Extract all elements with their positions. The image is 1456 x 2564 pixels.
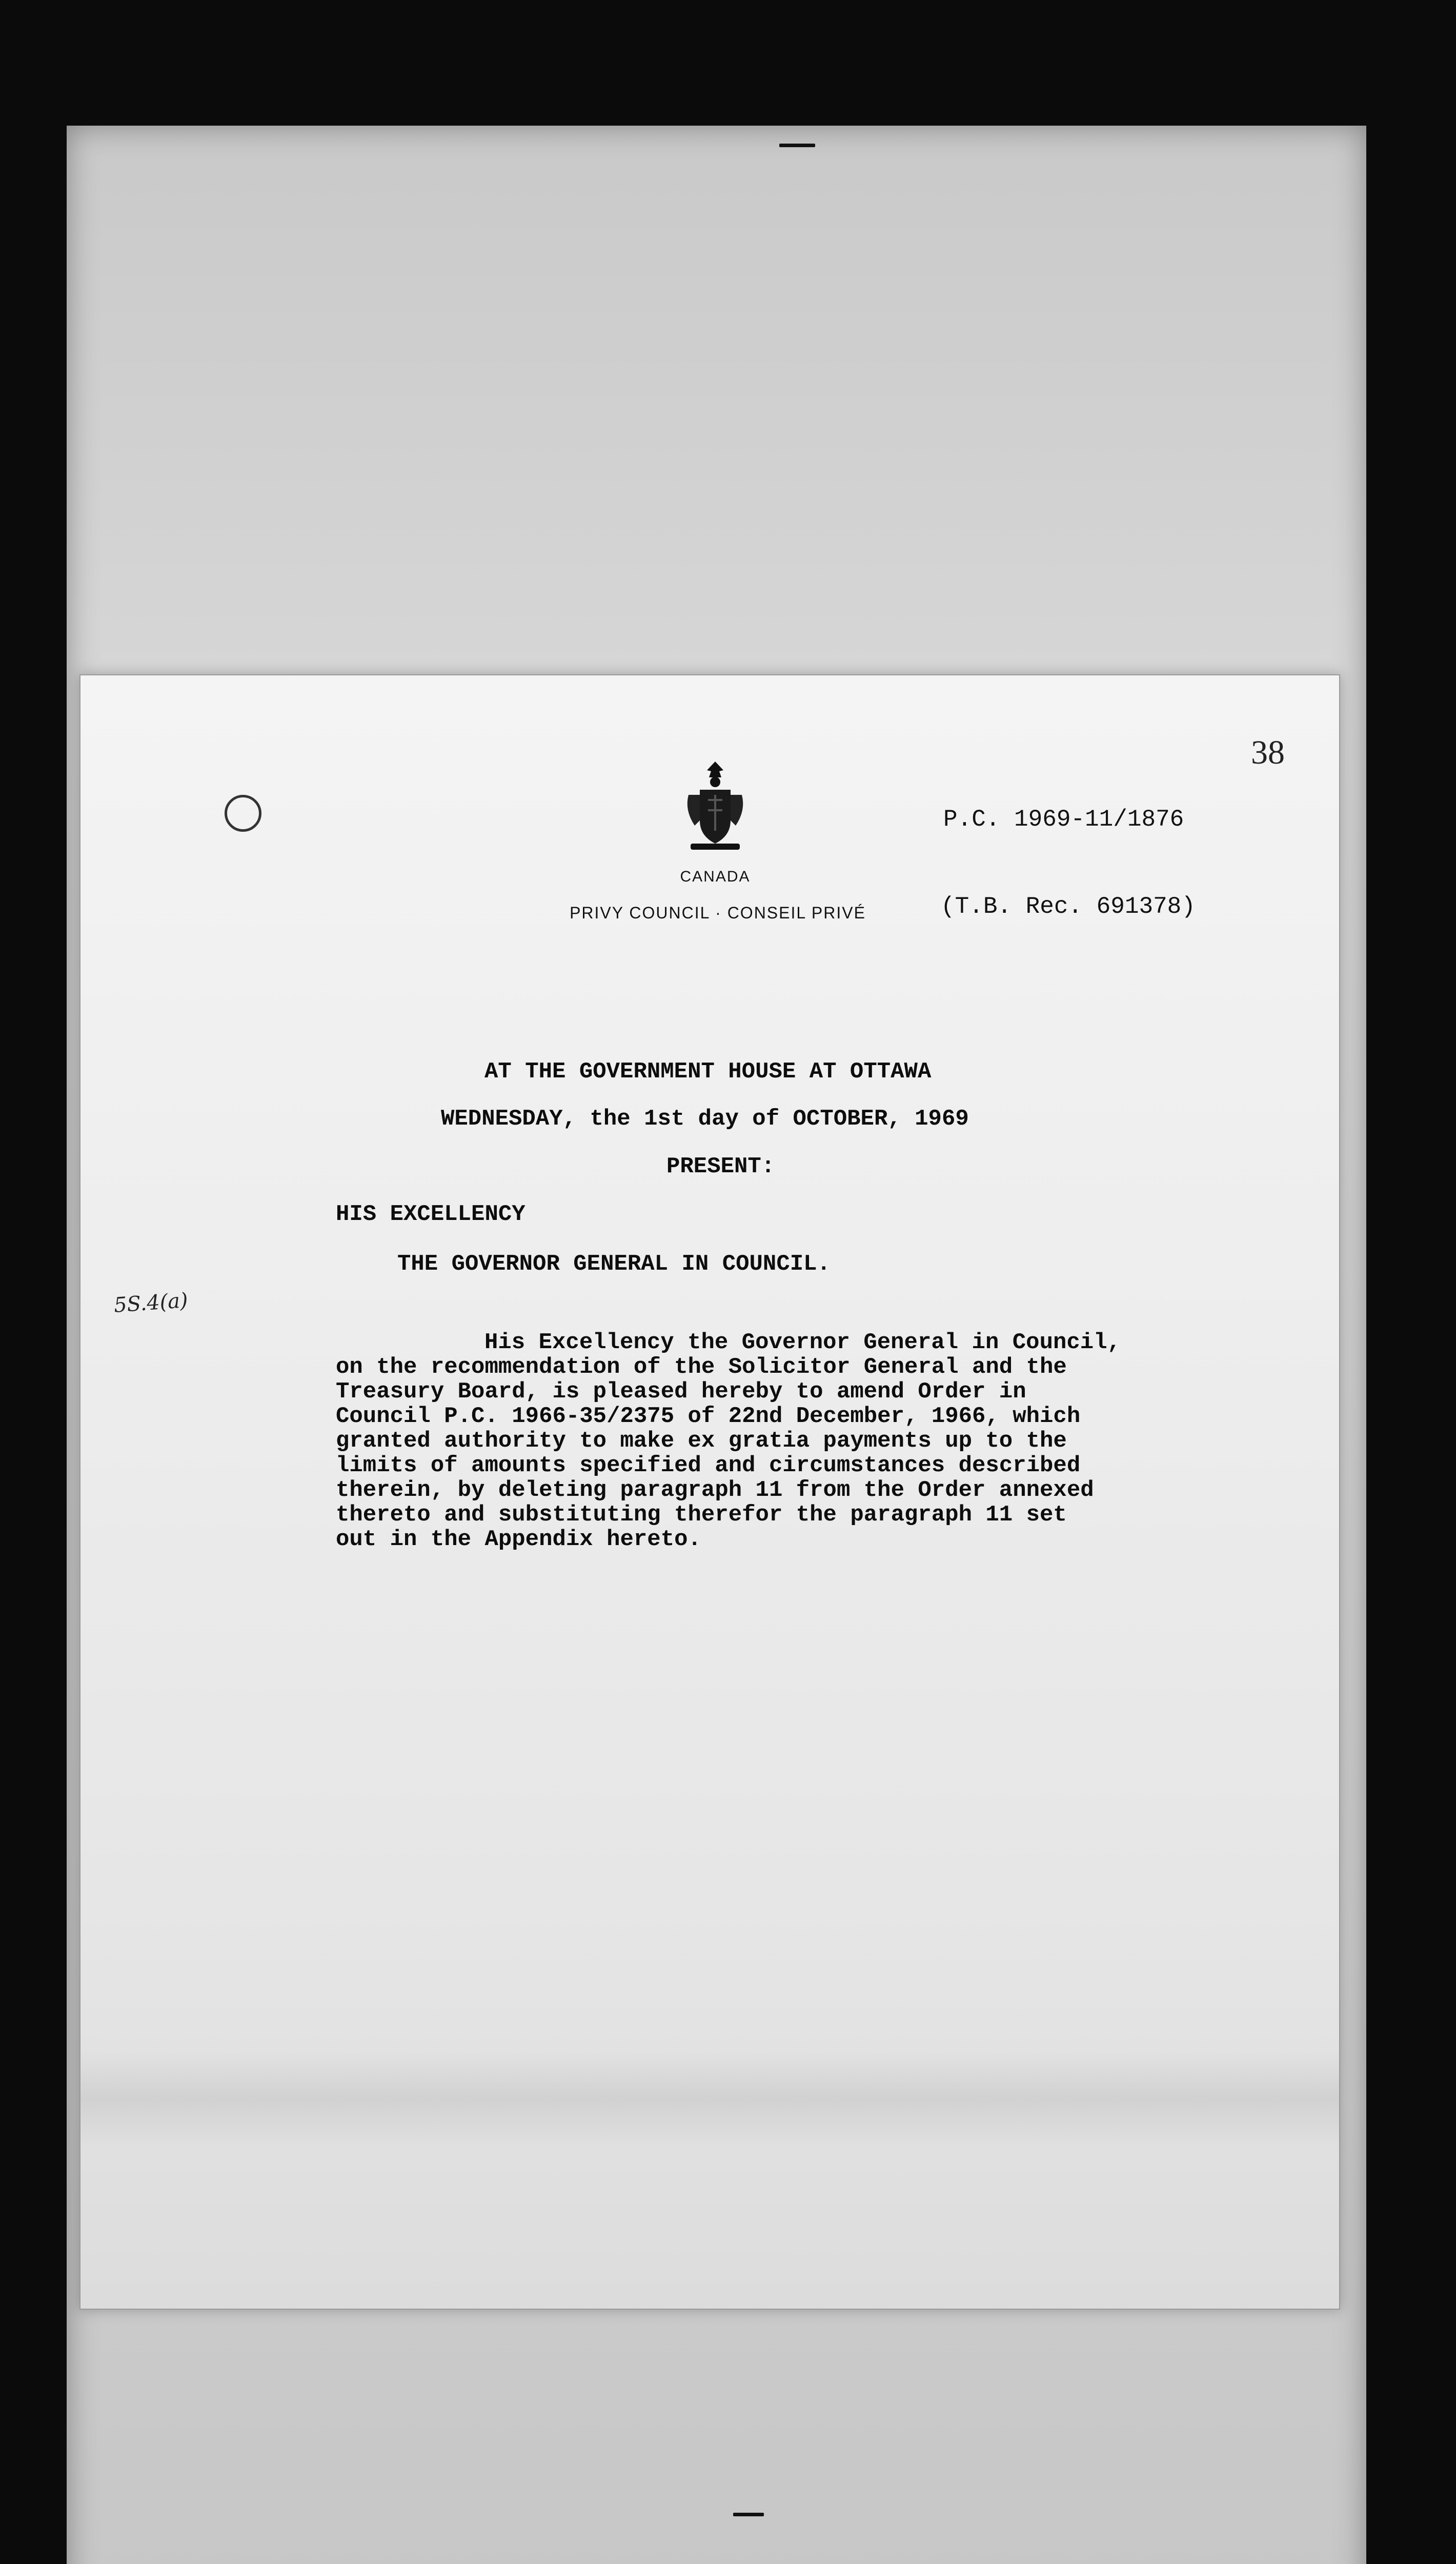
pc-number: P.C. 1969-11/1876 (943, 806, 1184, 833)
film-registration-mark (733, 2513, 764, 2516)
punch-hole-mark (225, 795, 261, 832)
present-heading: PRESENT: (666, 1154, 775, 1179)
handwritten-marginal-note: 5S.4(a) (113, 1289, 189, 1317)
date-heading: WEDNESDAY, the 1st day of OCTOBER, 1969 (441, 1106, 969, 1132)
scan-shading-band (80, 2050, 1339, 2147)
body-line: out in the Appendix hereto. (336, 1527, 701, 1552)
body-line: Council P.C. 1966-35/2375 of 22nd December, 1966, which (336, 1404, 1081, 1429)
body-line: limits of amounts specified and circumstances described (336, 1453, 1081, 1478)
body-line: granted authority to make ex gratia payments up to the (336, 1428, 1067, 1454)
body-line: thereto and substituting therefor the paragraph 11 set (336, 1502, 1067, 1528)
page-number: 38 (1251, 734, 1285, 771)
body-line: on the recommendation of the Solicitor General and the (336, 1354, 1067, 1380)
country-label: CANADA (680, 868, 751, 885)
order-body-paragraph (336, 1330, 1238, 1552)
film-registration-mark (779, 144, 815, 147)
attendee-line: THE GOVERNOR GENERAL IN COUNCIL. (397, 1251, 831, 1277)
body-line: Treasury Board, is pleased hereby to amend Order in (336, 1379, 1026, 1405)
coat-of-arms-icon (679, 759, 751, 856)
treasury-board-reference: (T.B. Rec. 691378) (941, 893, 1196, 920)
location-heading: AT THE GOVERNMENT HOUSE AT OTTAWA (484, 1059, 932, 1085)
attendee-line: HIS EXCELLENCY (336, 1201, 525, 1227)
body-line: His Excellency the Governor General in Council, (484, 1330, 1121, 1355)
privy-council-label: PRIVY COUNCIL · CONSEIL PRIVÉ (570, 904, 866, 922)
body-line: therein, by deleting paragraph 11 from the Order annexed (336, 1477, 1094, 1503)
